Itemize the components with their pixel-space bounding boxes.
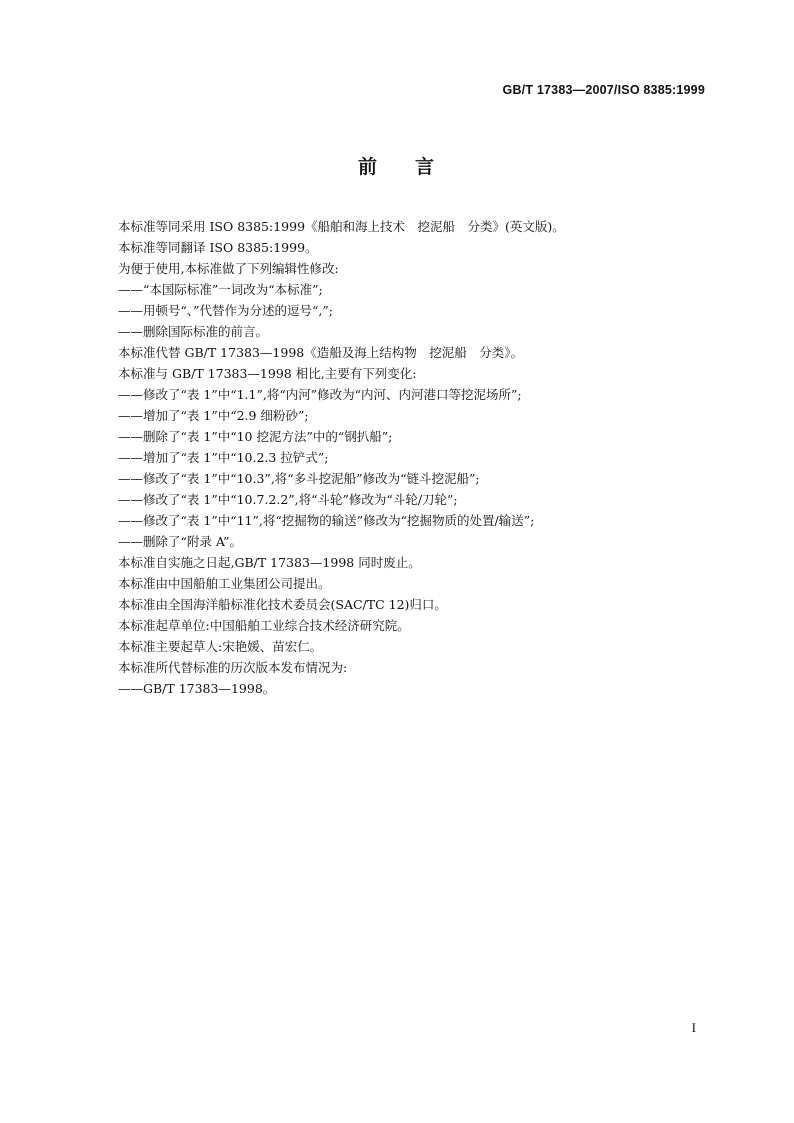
foreword-body bbox=[118, 216, 718, 699]
body-line: ——增加了“表 1”中“2.9 细粉砂”; bbox=[118, 408, 309, 423]
body-line: ——“本国际标准”一词改为“本标准”; bbox=[118, 282, 323, 297]
body-line: ——修改了“表 1”中“10.7.2.2”,将“斗轮”修改为“斗轮/刀轮”; bbox=[118, 492, 458, 507]
body-line: 本标准起草单位:中国船舶工业综合技术经济研究院。 bbox=[118, 618, 410, 633]
standard-code-header: GB/T 17383—2007/ISO 8385:1999 bbox=[502, 83, 705, 97]
page-number: I bbox=[691, 1020, 696, 1035]
body-line: 本标准等同翻译 ISO 8385:1999。 bbox=[118, 240, 318, 255]
body-line: 本标准由全国海洋船标准化技术委员会(SAC/TC 12)归口。 bbox=[118, 597, 447, 612]
body-line: ——修改了“表 1”中“10.3”,将“多斗挖泥船”修改为“链斗挖泥船”; bbox=[118, 471, 480, 486]
body-line: ——删除了“附录 A”。 bbox=[118, 534, 242, 549]
title-char-2: 言 bbox=[415, 156, 437, 178]
body-line: 本标准主要起草人:宋艳媛、苗宏仁。 bbox=[118, 639, 323, 654]
body-line: 本标准代替 GB/T 17383—1998《造船及海上结构物 挖泥船 分类》。 bbox=[118, 345, 523, 360]
body-line: ——修改了“表 1”中“1.1”,将“内河”修改为“内河、内河港口等挖泥场所”; bbox=[118, 387, 522, 402]
body-line: 本标准与 GB/T 17383—1998 相比,主要有下列变化: bbox=[118, 366, 417, 381]
body-line: 为便于使用,本标准做了下列编辑性修改: bbox=[118, 261, 339, 276]
body-line: ——用顿号“、”代替作为分述的逗号“,”; bbox=[118, 303, 333, 318]
body-line: ——删除国际标准的前言。 bbox=[118, 324, 269, 339]
body-line: ——GB/T 17383—1998。 bbox=[118, 681, 276, 696]
page-title bbox=[0, 152, 794, 179]
body-line: 本标准等同采用 ISO 8385:1999《船舶和海上技术 挖泥船 分类》(英文版)。 bbox=[118, 219, 565, 234]
body-line: 本标准自实施之日起,GB/T 17383—1998 同时废止。 bbox=[118, 555, 421, 570]
body-line: ——增加了“表 1”中“10.2.3 拉铲式”; bbox=[118, 450, 329, 465]
title-char-1: 前 bbox=[357, 156, 379, 178]
body-line: 本标准由中国船舶工业集团公司提出。 bbox=[118, 576, 331, 591]
body-line: ——删除了“表 1”中“10 挖泥方法”中的“钢扒船”; bbox=[118, 429, 393, 444]
body-line: ——修改了“表 1”中“11”,将“挖掘物的输送”修改为“挖掘物质的处置/输送”; bbox=[118, 513, 535, 528]
body-line: 本标准所代替标准的历次版本发布情况为: bbox=[118, 660, 348, 675]
